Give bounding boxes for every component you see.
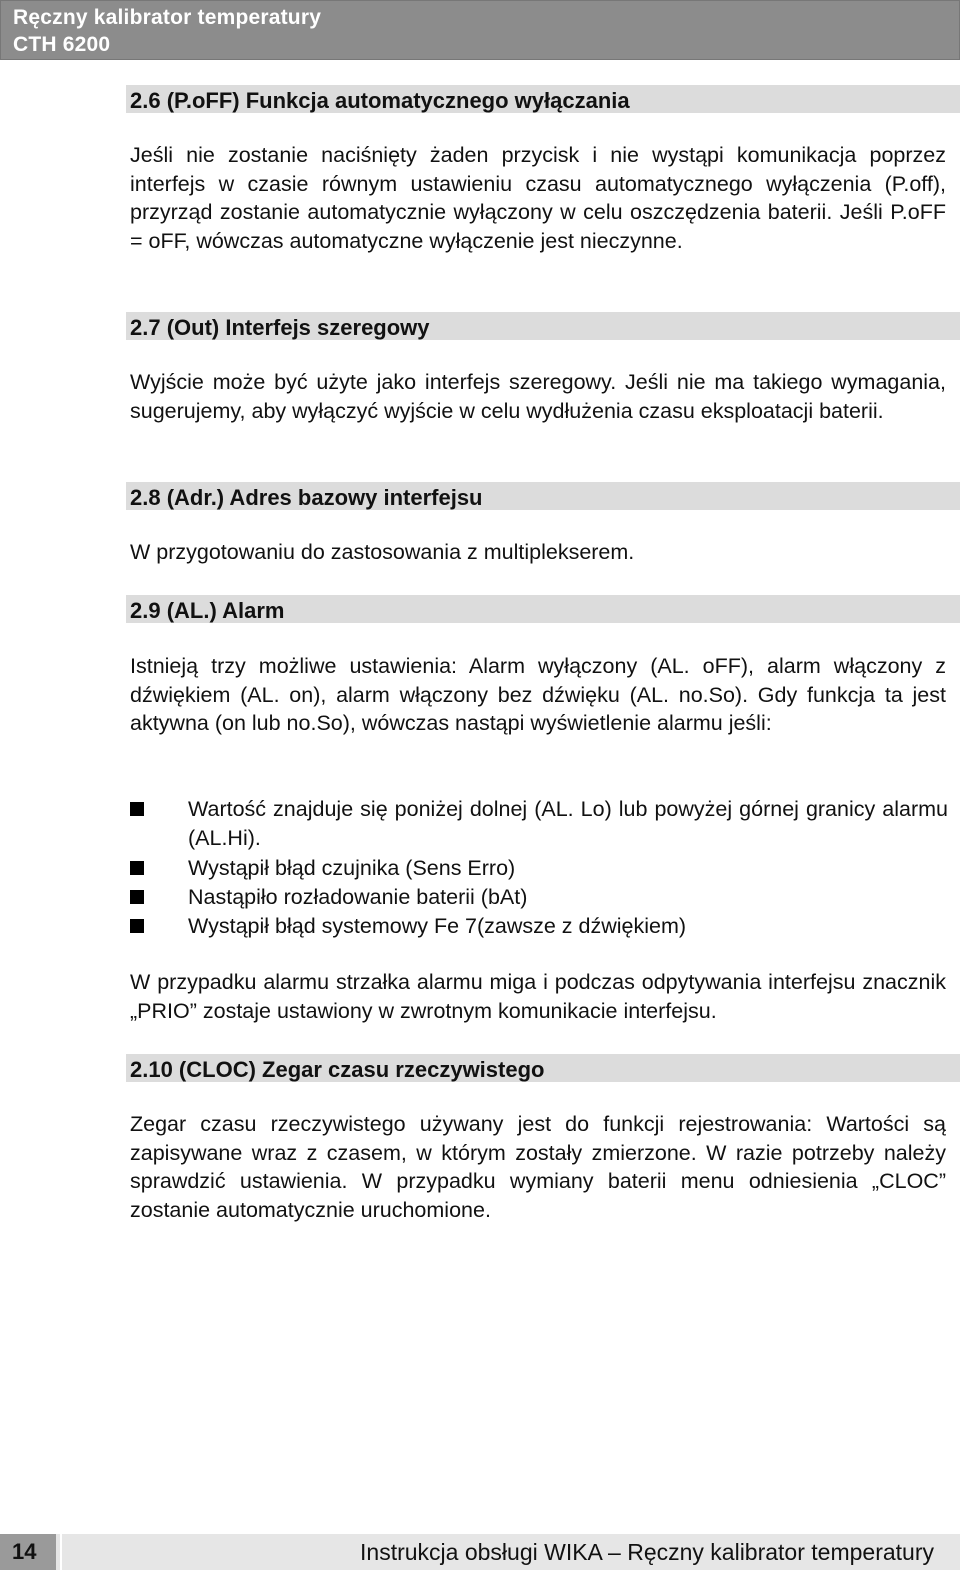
bullet-square-icon — [130, 861, 144, 875]
section-title: 2.10 (CLOC) Zegar czasu rzeczywistego — [130, 1057, 545, 1082]
section-heading-2-10 — [126, 1054, 960, 1082]
footer-divider — [60, 1534, 62, 1570]
paragraph-2-8: W przygotowaniu do zastosowania z multiplekserem. — [130, 540, 635, 564]
bullet-square-icon — [130, 919, 144, 933]
list-item-text: Wystąpił błąd systemowy Fe 7(zawsze z dźwiękiem) — [188, 914, 687, 938]
section-title: 2.6 (P.oFF) Funkcja automatycznego wyłączania — [130, 88, 630, 113]
bullet-square-icon — [130, 802, 144, 816]
header-title: Ręczny kalibrator temperatury — [13, 6, 322, 29]
section-title: 2.7 (Out) Interfejs szeregowy — [130, 315, 430, 340]
section-heading-2-7 — [126, 312, 960, 340]
section-title: 2.8 (Adr.) Adres bazowy interfejsu — [130, 485, 483, 510]
page-number: 14 — [12, 1539, 37, 1564]
paragraph-2-7: Wyjście może być użyte jako interfejs szeregowy. Jeśli nie ma takiego wymagania, sugerujemy, aby wyłączyć wyjście w celu wydłużenia czasu eksploatacji baterii. — [130, 370, 946, 423]
page-header — [0, 0, 960, 60]
section-heading-2-8 — [126, 482, 960, 510]
bullet-square-icon — [130, 890, 144, 904]
section-title: 2.9 (AL.) Alarm — [130, 598, 285, 623]
section-heading-2-9 — [126, 595, 960, 623]
page-footer — [0, 1534, 960, 1570]
paragraph-2-9-after: W przypadku alarmu strzałka alarmu miga i podczas odpytywania interfejsu znacznik „PRIO” zostaje ustawiony w zwrotnym komunikacie interfejsu. — [130, 970, 946, 1023]
paragraph-2-10: Zegar czasu rzeczywistego używany jest do funkcji rejestrowania: Wartości są zapisywane wraz z czasem, w którym zostały zmierzone. W razie potrzeby należy sprawdzić ustawienia. W przypadku wymiany baterii menu odniesienia „CLOC” zostanie automatycznie uruchomione. — [130, 1112, 946, 1222]
footer-title: Instrukcja obsługi WIKA – Ręczny kalibrator temperatury — [360, 1539, 934, 1565]
paragraph-2-6: Jeśli nie zostanie naciśnięty żaden przycisk i nie wystąpi komunikacja poprzez interfejs w czasie równym ustawieniu czasu automatycznego wyłączenia (P.off), przyrząd zostanie automatycznie wyłączony w celu oszczędzenia baterii. Jeśli P.oFF = oFF, wówczas automatyczne wyłączenie jest nieczynne. — [130, 143, 946, 253]
list-item-text: Nastąpiło rozładowanie baterii (bAt) — [188, 885, 528, 909]
section-heading-2-6 — [126, 85, 960, 113]
list-item-text: Wystąpił błąd czujnika (Sens Erro) — [188, 856, 516, 880]
list-item-text: Wartość znajduje się poniżej dolnej (AL. Lo) lub powyżej górnej granicy alarmu (AL.Hi). — [188, 797, 948, 850]
header-model: CTH 6200 — [13, 33, 111, 56]
page-number-box — [0, 1534, 56, 1570]
paragraph-2-9: Istnieją trzy możliwe ustawienia: Alarm wyłączony (AL. oFF), alarm włączony z dźwiękiem (AL. on), alarm włączony bez dźwięku (AL. no.So). Gdy funkcja ta jest aktywna (on lub no.So), wówczas nastąpi wyświetlenie alarmu jeśli: — [130, 654, 946, 736]
